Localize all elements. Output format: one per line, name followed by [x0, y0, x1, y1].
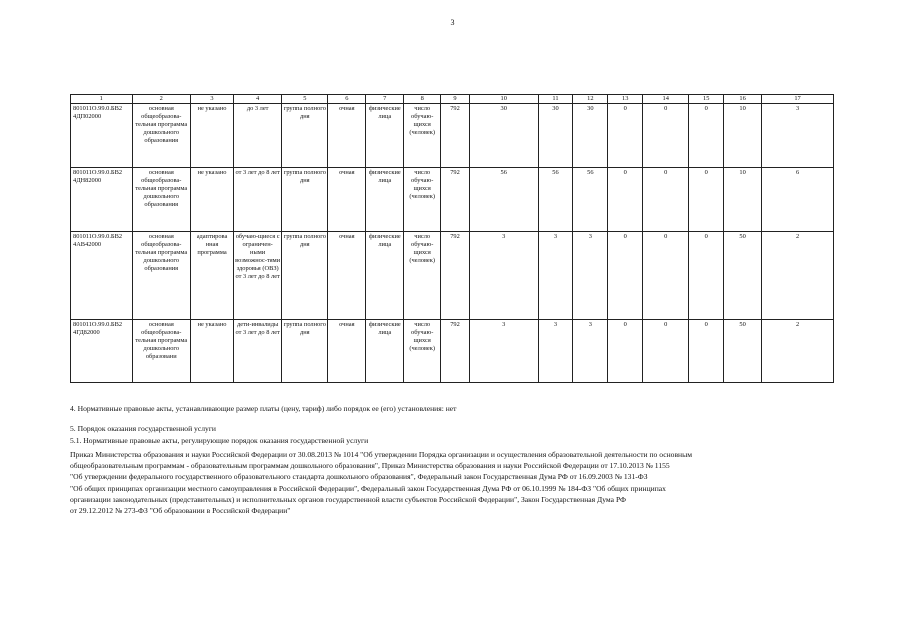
consumers-cell: физические лица — [366, 232, 404, 320]
column-number: 5 — [282, 95, 328, 104]
value-cell: 3 — [573, 320, 608, 383]
value-cell: 3 — [573, 232, 608, 320]
column-number: 15 — [689, 95, 724, 104]
age-cell: дети-инвалиды от 3 лет до 8 лет — [234, 320, 282, 383]
column-number: 7 — [366, 95, 404, 104]
program-cell: основная общеобразова-тельная программа дошкольного образовани — [132, 320, 190, 383]
okei-cell: 792 — [441, 320, 470, 383]
value-cell: 50 — [724, 320, 762, 383]
value-cell: 3 — [538, 320, 573, 383]
registry-code: 801011О.99.0.БВ2 — [73, 321, 123, 328]
page-number: 3 — [450, 18, 455, 27]
registry-code-suffix: 4ДН82000 — [73, 177, 102, 184]
value-cell: 10 — [724, 168, 762, 232]
okei-cell: 792 — [441, 104, 470, 168]
value-cell: 50 — [724, 232, 762, 320]
consumers-cell: физические лица — [366, 104, 404, 168]
column-number: 2 — [132, 95, 190, 104]
value-cell: 0 — [643, 232, 689, 320]
column-number: 1 — [71, 95, 133, 104]
table-header-row — [71, 95, 834, 104]
value-cell: 3 — [469, 232, 538, 320]
value-cell: 56 — [538, 168, 573, 232]
value-cell: 0 — [643, 168, 689, 232]
registry-code: 801011О.99.0.БВ2 — [73, 169, 123, 176]
indicator-cell: число обучаю-щихся (человек) — [404, 104, 441, 168]
section-5-1-heading: 5.1. Нормативные правовые акты, регулирующие порядок оказания государственной услуги — [70, 436, 369, 445]
indicator-cell: число обучаю-щихся (человек) — [404, 320, 441, 383]
value-cell: 0 — [689, 168, 724, 232]
stay-cell: группа полного дня — [282, 104, 328, 168]
column-number: 14 — [643, 95, 689, 104]
consumers-cell: физические лица — [366, 168, 404, 232]
program-cell: основная общеобразова-тельная программа дошкольного образования — [132, 168, 190, 232]
okei-cell: 792 — [441, 232, 470, 320]
value-cell: 0 — [608, 168, 643, 232]
value-cell: 2 — [762, 232, 834, 320]
value-cell: 30 — [573, 104, 608, 168]
table-row — [71, 320, 834, 383]
registry-code: 801011О.99.0.БВ2 — [73, 105, 123, 112]
stay-cell: группа полного дня — [282, 320, 328, 383]
indicator-cell: число обучаю-щихся (человек) — [404, 168, 441, 232]
registry-code-suffix: 4АВ42000 — [73, 241, 102, 248]
column-number: 6 — [328, 95, 366, 104]
category-cell: не указано — [190, 168, 233, 232]
section-5-heading: 5. Порядок оказания государственной услуги — [70, 424, 216, 433]
registry-code: 801011О.99.0.БВ2 — [73, 233, 123, 240]
value-cell: 3 — [538, 232, 573, 320]
section-4-payment-acts: 4. Нормативные правовые акты, устанавливающие размер платы (цену, тариф) либо порядок ее (его) установления: нет — [70, 404, 457, 413]
registry-code-cell — [71, 168, 133, 232]
stay-cell: группа полного дня — [282, 232, 328, 320]
regulatory-acts-line: "Об утверждении федерального государственного образовательного стандарта дошкольного образования", Федеральный закон Государственная Дума РФ от 16.09.2003 № 131-ФЗ — [70, 472, 648, 482]
column-number: 13 — [608, 95, 643, 104]
value-cell: 0 — [608, 232, 643, 320]
value-cell: 0 — [689, 232, 724, 320]
program-cell: основная общеобразова-тельная программа дошкольного образования — [132, 104, 190, 168]
column-number: 9 — [441, 95, 470, 104]
value-cell: 0 — [689, 104, 724, 168]
column-number: 8 — [404, 95, 441, 104]
regulatory-acts-line: "Об общих принципах организации местного самоуправления в Российской Федерации", Федеральный закон Государственная Дума РФ от 06.10.1999 № 184-ФЗ "Об общих принципах — [70, 483, 666, 493]
category-cell: не указано — [190, 104, 233, 168]
value-cell: 30 — [469, 104, 538, 168]
form-cell: очная — [328, 104, 366, 168]
column-number: 12 — [573, 95, 608, 104]
form-cell: очная — [328, 232, 366, 320]
value-cell: 3 — [469, 320, 538, 383]
age-cell: до 3 лет — [234, 104, 282, 168]
column-number: 16 — [724, 95, 762, 104]
column-number: 10 — [469, 95, 538, 104]
column-number: 17 — [762, 95, 834, 104]
value-cell: 56 — [573, 168, 608, 232]
program-cell: основная общеобразова-тельная программа дошкольного образования — [132, 232, 190, 320]
okei-cell: 792 — [441, 168, 470, 232]
table-row — [71, 232, 834, 320]
consumers-cell: физические лица — [366, 320, 404, 383]
age-cell: от 3 лет до 8 лет — [234, 168, 282, 232]
stay-cell: группа полного дня — [282, 168, 328, 232]
form-cell: очная — [328, 320, 366, 383]
age-cell: обучаю-щиеся с ограничен-ными возможнос-тями здоровья (ОВЗ) от 3 лет до 8 лет — [234, 232, 282, 320]
category-cell: адаптирова нная программа — [190, 232, 233, 320]
regulatory-acts-line: Приказ Министерства образования и науки Российской Федерации от 30.08.2013 № 1014 "Об утверждении Порядка организации и осуществления образовательной деятельности по основным — [70, 450, 693, 459]
registry-code-suffix: 4ДП02000 — [73, 113, 102, 120]
table-row — [71, 104, 834, 168]
registry-code-cell — [71, 232, 133, 320]
column-number: 3 — [190, 95, 233, 104]
registry-code-cell — [71, 104, 133, 168]
column-number: 11 — [538, 95, 573, 104]
value-cell: 0 — [643, 104, 689, 168]
form-cell: очная — [328, 168, 366, 232]
value-cell: 0 — [608, 320, 643, 383]
value-cell: 10 — [724, 104, 762, 168]
regulatory-acts-line: общеобразовательным программам - образовательным программам дошкольного образования", Приказ Министерства образования и науки Российской Федерации от 17.10.2013 № 1155 — [70, 461, 670, 471]
regulatory-acts-line: организации законодательных (представительных) и исполнительных органов государственной власти субъектов Российской Федерации", Закон Государственная Дума РФ — [70, 494, 627, 504]
services-volume-table — [70, 94, 834, 383]
value-cell: 2 — [762, 320, 834, 383]
registry-code-cell — [71, 320, 133, 383]
category-cell: не указано — [190, 320, 233, 383]
registry-code-suffix: 4ГД82000 — [73, 329, 100, 336]
value-cell: 6 — [762, 168, 834, 232]
value-cell: 3 — [762, 104, 834, 168]
indicator-cell: число обучаю-щихся (человек) — [404, 232, 441, 320]
value-cell: 0 — [643, 320, 689, 383]
value-cell: 30 — [538, 104, 573, 168]
regulatory-acts-line: от 29.12.2012 № 273-ФЗ "Об образовании в Российской Федерации" — [70, 506, 291, 516]
column-number: 4 — [234, 95, 282, 104]
value-cell: 56 — [469, 168, 538, 232]
value-cell: 0 — [689, 320, 724, 383]
regulatory-acts-text — [70, 449, 840, 516]
table-row — [71, 168, 834, 232]
value-cell: 0 — [608, 104, 643, 168]
